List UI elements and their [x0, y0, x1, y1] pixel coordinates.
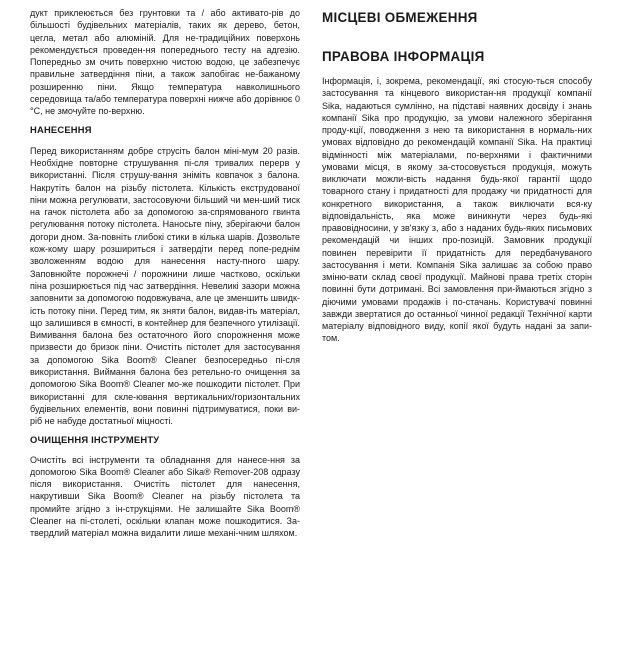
- intro-paragraph: дукт приклеюється без грунтовки та / або активато-рів до більшості будівельних матеріалів, таких як дерево, бетон, цегла, метал або алюміній. Для не-традиційних поверхонь рекомендується проведен-ня попереднього тесту на адгезію. Попередньо зм очить поверхню чистою водою, це забезпечує правильне затвердіння піни, а також запобігає не-бажаному розширенню піни. Якщо температура навколишнього середовища та/або температура поверхні нижче або дорівнює 0 °C, не змочуйте по-верхню.: [30, 8, 300, 117]
- tool-cleaning-paragraph: Очистіть всі інструменти та обладнання для нанесе-ння за допомогою Sika Boom® Cleaner або Sika® Remover-208 одразу після використання. Очистіть пістолет для нанесення, накрутивши Sika Boom® Cleaner на різьбу пістолета та промийте згідно з ін-струкціями. Не залишайте Sika Boom® Cleaner на пі-столеті, оскільки клапан може пошкодитися. За-твердлий матеріал можна видалити лише механі-чним шляхом.: [30, 454, 300, 539]
- tool-cleaning-heading: ОЧИЩЕННЯ ІНСТРУМЕНТУ: [30, 433, 160, 445]
- legal-information-paragraph: Інформація, і, зокрема, рекомендації, які стосую-ться способу застосування та кінцевого використан-ня продукції компанії Sika, надаються сумлінно, на підставі наявних досвіду і знань компанії Sika про продукцію, за умови належного зберігання проду-кції, поводження з нею та використання в нормаль-них умовах відповідно до рекомендацій компанії Sika. На практиці відмінності між матеріалами, по-верхнями і фактичними умовами місця, в якому за-стосовується продукція, можуть виключати можли-вість надання будь-якої гарантії щодо товарного стану і придатності для продажу чи придатності для конкретного використання, а також виключати вся-ку відповідальність, яка може виникнути через будь-які правовідносини, у зв'язку з, або з наданих будь-яких письмових рекомендацій чи інших про-позицій. Замовник продукції повинен перевірити її придатність для передбачуваного застосування і мети. Компанія Sika залишає за собою право зміню-вати склад своєї продукції. Майнові права третіх сторін повинні бути дотримані. Всі замовлення при-ймаються згідно з діючими умовами продажів і по-стачань. Користувачі повинні завжди звертатися до останньої чинної редакції Технічної карти матеріалу відповідного виду, копії якої будуть надані за запи-том.: [322, 76, 592, 344]
- application-heading: НАНЕСЕННЯ: [30, 123, 92, 135]
- right-column: [322, 7, 592, 345]
- legal-information-heading: ПРАВОВА ІНФОРМАЦІЯ: [322, 49, 485, 64]
- left-column: [30, 7, 300, 540]
- local-restrictions-heading: МІСЦЕВІ ОБМЕЖЕННЯ: [322, 10, 478, 25]
- application-paragraph: Перед використанням добре струсіть балон міні-мум 20 разів. Необхідне повторне струшування пі-сля тривалих перерв у використанні. Після струшу-вання зніміть ковпачок з балона. Накрутіть балон на різьбу пістолета. Кількість екструдованої піни можна регулювати, застосовуючи більший чи мен-ший тиск на гачок пістолета або за допомогою за-спрямованого гвинта регулювання потоку пістолета. Наносьте піну, зберігаючи балон догори дном. За-повніть глибокі стики в кілька шарів. Дозвольте кож-кому шару розшириться і затвердіти перед попе-реднім зволоженням водою для нанесення насту-пного шару. Заповнюйте порожнечі / порожнини лише частково, оскільки піна розширюється під час затвердіння. Невеликі зазори можна заповнити за допомогою подовжувача, але це зменшить швидк-ість потоку піни. Перед тим, як зняти балон, видав-іть матеріал, що залишився в ємності, в контейнер для безпечного утилізації. Вимивання балона без остаточного його спорожнення може призвести до бризок піни. Очистіть пістолет для застосування за допомогою Sika Boom® Cleaner безпосередньо пі-сля використання. Виймання балона без ретельно-го очищення за допомогою Sika Boom® Cleaner мо-же пошкодити пістолет. При використанні для скле-ювання вертикальних/горизонтальних будівельних елементів, вони повинні підтримуватися, поки ви-ріб не набуде достатньої міцності.: [30, 145, 300, 427]
